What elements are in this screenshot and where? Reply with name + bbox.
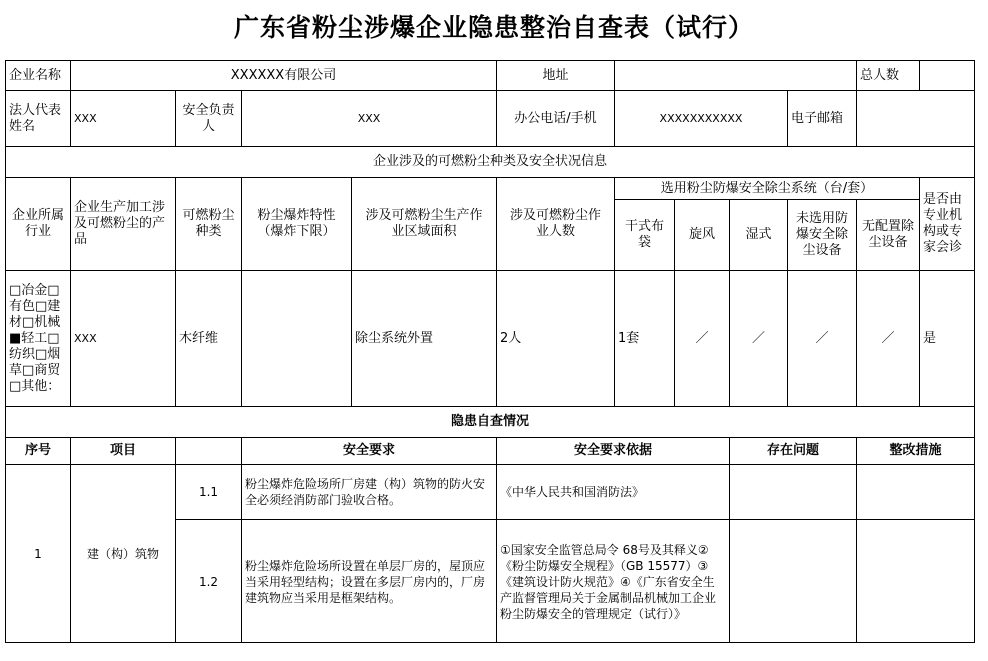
work-area-header: 涉及可燃粉尘生产作 业区域面积 — [351, 177, 496, 270]
legal-rep-value: XXX — [70, 90, 175, 146]
row-item: 建（构）筑物 — [70, 464, 175, 643]
dust-system-group-header: 选用粉尘防爆安全除尘系统（台/套） — [614, 177, 919, 199]
item-header: 项目 — [70, 437, 175, 464]
email-label: 电子邮箱 — [787, 90, 856, 146]
dry-bag-header: 干式布 袋 — [614, 199, 674, 270]
sub-basis: ①国家安全监管总局令 68号及其释义②《粉尘防爆安全规程》（GB 15577）③《建筑设计防火规范》④《广东省安全生产监督管理局关于金属制品机械加工企业粉尘防爆安全的管理规定（试行）》 — [496, 519, 729, 643]
expert-review-header: 是否由 专业机 构或专 家会诊 — [919, 177, 974, 270]
product-value: XXX — [70, 270, 175, 406]
phone-label: 办公电话/手机 — [496, 90, 614, 146]
sub-requirement: 粉尘爆炸危险场所厂房建（构）筑物的防火安全必须经消防部门验收合格。 — [241, 464, 496, 519]
no-equipment-value: ／ — [856, 270, 919, 406]
dust-info-section-title: 企业涉及的可燃粉尘种类及安全状况信息 — [5, 146, 974, 177]
sub-fix — [856, 464, 974, 519]
table-bottom-border — [5, 642, 975, 643]
sub-code: 1.2 — [175, 519, 241, 643]
expert-review-value: 是 — [919, 270, 974, 406]
dust-type-header: 可燃粉尘 种类 — [175, 177, 241, 270]
industry-options: □冶金□ 有色□建 材□机械 ■轻工□ 纺织□烟 草□商贸 □其他： — [5, 270, 70, 406]
no-equipment-header: 无配置除 尘设备 — [856, 199, 919, 270]
address-value — [614, 60, 856, 90]
product-header: 企业生产加工涉 及可燃粉尘的产 品 — [70, 177, 175, 270]
fix-header: 整改措施 — [856, 437, 974, 464]
cyclone-header: 旋风 — [674, 199, 729, 270]
inspection-section-title: 隐患自查情况 — [5, 406, 974, 437]
not-explosion-proof-header: 未选用防 爆安全除 尘设备 — [787, 199, 856, 270]
company-name-value: XXXXXX有限公司 — [70, 60, 496, 90]
wet-header: 湿式 — [729, 199, 787, 270]
no-header: 序号 — [5, 437, 70, 464]
page-title: 广东省粉尘涉爆企业隐患整治自查表（试行） — [233, 13, 754, 42]
basis-header: 安全要求依据 — [496, 437, 729, 464]
issue-header: 存在问题 — [729, 437, 856, 464]
phone-value: XXXXXXXXXXX — [614, 90, 787, 146]
email-value — [856, 90, 974, 146]
total-staff-label: 总人数 — [856, 60, 919, 90]
explosion-limit-value — [241, 270, 351, 406]
legal-rep-label: 法人代表 姓名 — [5, 90, 70, 146]
safety-officer-value: XXX — [241, 90, 496, 146]
work-area-value: 除尘系统外置 — [351, 270, 496, 406]
dust-type-value: 木纤维 — [175, 270, 241, 406]
code-header-blank — [175, 437, 241, 464]
explosion-limit-header: 粉尘爆炸特性 （爆炸下限） — [241, 177, 351, 270]
not-explosion-proof-value: ／ — [787, 270, 856, 406]
workers-header: 涉及可燃粉尘作 业人数 — [496, 177, 614, 270]
company-name-label: 企业名称 — [5, 60, 70, 90]
sub-issue — [729, 519, 856, 643]
sub-issue — [729, 464, 856, 519]
cyclone-value: ／ — [674, 270, 729, 406]
sub-code: 1.1 — [175, 464, 241, 519]
dry-bag-value: 1套 — [614, 270, 674, 406]
sub-fix — [856, 519, 974, 643]
workers-value: 2人 — [496, 270, 614, 406]
sub-requirement: 粉尘爆炸危险场所设置在单层厂房的，屋顶应当采用轻型结构；设置在多层厂房内的，厂房建筑物应当采用是框架结构。 — [241, 519, 496, 643]
industry-header: 企业所属 行业 — [5, 177, 70, 270]
wet-value: ／ — [729, 270, 787, 406]
requirement-header: 安全要求 — [241, 437, 496, 464]
address-label: 地址 — [496, 60, 614, 90]
sub-basis: 《中华人民共和国消防法》 — [496, 464, 729, 519]
safety-officer-label: 安全负责 人 — [175, 90, 241, 146]
total-staff-value — [919, 60, 974, 90]
row-number: 1 — [5, 464, 70, 643]
table-right-border — [974, 60, 975, 643]
